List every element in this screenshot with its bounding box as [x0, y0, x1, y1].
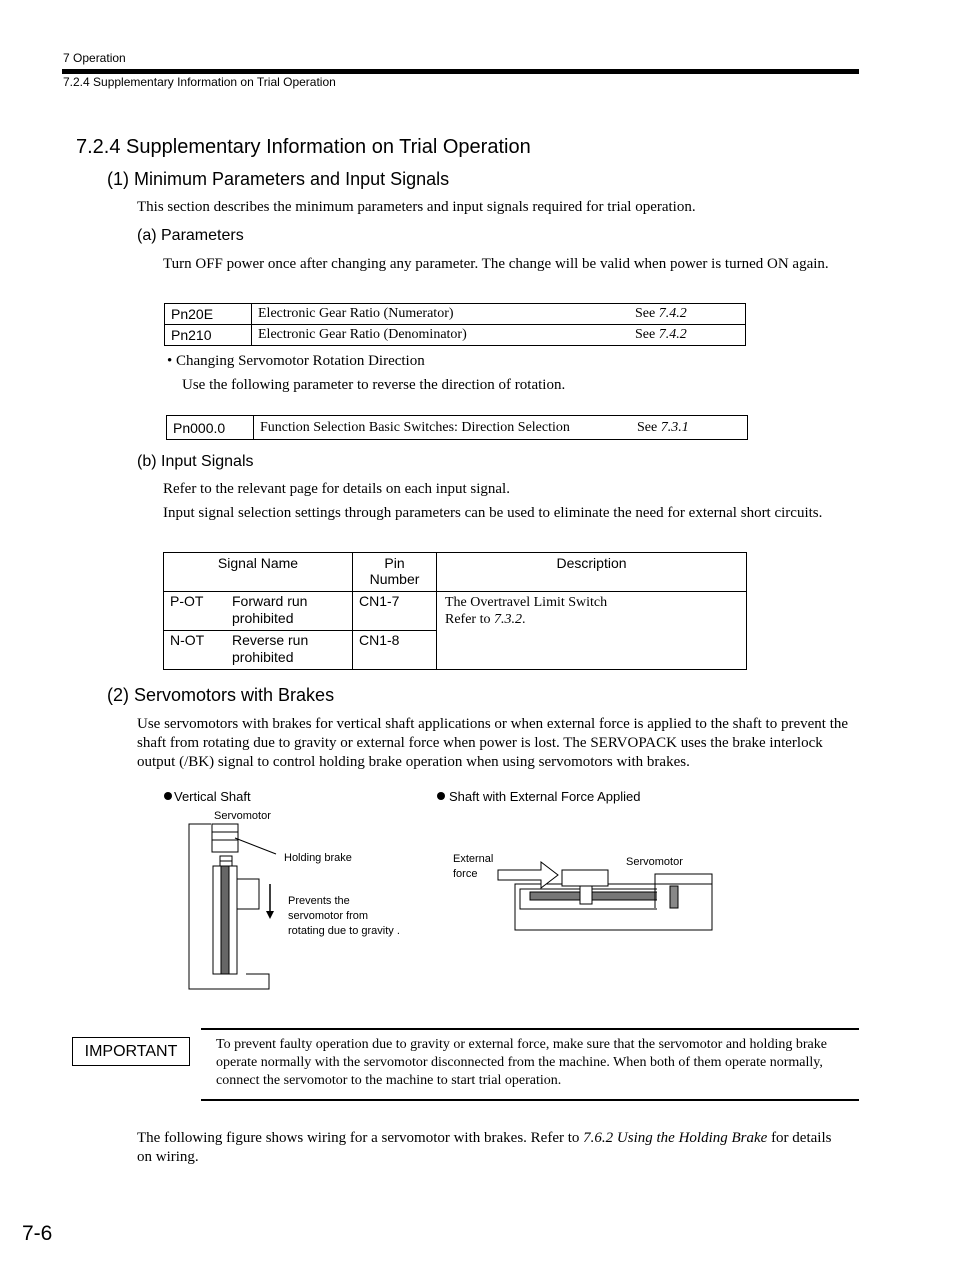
bullet-rotation-text: Use the following parameter to reverse the direction of rotation. — [182, 377, 566, 393]
signal-pin: CN1-8 — [353, 631, 437, 670]
section1-intro: This section describes the minimum parameters and input signals required for trial operation. — [137, 199, 696, 215]
col-description: Description — [437, 553, 747, 592]
param-code: Pn210 — [165, 325, 252, 346]
brake-diagram-svg — [160, 786, 760, 996]
direction-parameter-table — [166, 415, 748, 440]
signal-cell — [164, 631, 353, 670]
section2-heading: (2) Servomotors with Brakes — [107, 685, 335, 705]
vertical-servomotor-label: Servomotor — [214, 810, 271, 822]
table-row — [165, 325, 746, 346]
param-code: Pn000.0 — [167, 416, 254, 440]
input-signals-text1: Refer to the relevant page for details on each input signal. — [163, 481, 510, 497]
prevents-line1: Prevents the — [288, 895, 350, 907]
signal-code: P-OT — [170, 593, 204, 609]
param-desc: Electronic Gear Ratio (Denominator) — [252, 325, 630, 346]
signal-description — [437, 592, 747, 670]
col-pin-number: Pin Number — [353, 553, 437, 592]
parameters-heading: (a) Parameters — [137, 227, 244, 244]
running-header-chapter: 7 Operation — [63, 51, 126, 65]
external-servomotor-label: Servomotor — [626, 856, 683, 868]
signal-table — [163, 552, 747, 670]
parameters-text: Turn OFF power once after changing any parameter. The change will be valid when power is turned ON again. — [163, 256, 829, 272]
vertical-shaft-title: Vertical Shaft — [174, 789, 251, 804]
prevents-line3: rotating due to gravity . — [288, 925, 400, 937]
page-title: 7.2.4 Supplementary Information on Trial Operation — [76, 136, 531, 158]
param-desc: Function Selection Basic Switches: Direction Selection — [254, 416, 632, 440]
signal-pin: CN1-7 — [353, 592, 437, 631]
table-header-row — [164, 553, 747, 592]
col-signal-name: Signal Name — [164, 553, 353, 592]
signal-name: Forward run prohibited — [232, 593, 308, 626]
desc-ref: 7.3.2 — [493, 612, 522, 627]
input-signals-text2: Input signal selection settings through parameters can be used to eliminate the need for external short circuits. — [163, 505, 823, 521]
signal-code: N-OT — [170, 632, 205, 648]
param-see: See 7.4.2 — [629, 304, 746, 325]
table-row — [165, 304, 746, 325]
section1-heading: (1) Minimum Parameters and Input Signals — [107, 169, 450, 189]
bullet-rotation-direction: • Changing Servomotor Rotation Direction — [167, 353, 425, 369]
param-code: Pn20E — [165, 304, 252, 325]
important-top-rule — [201, 1028, 859, 1030]
bullet-dot — [164, 792, 172, 800]
param-desc: Electronic Gear Ratio (Numerator) — [252, 304, 630, 325]
external-force-title: Shaft with External Force Applied — [449, 789, 641, 804]
wiring-reference-link: 7.6.2 Using the Holding Brake — [583, 1130, 768, 1146]
param-see-ref: 7.4.2 — [658, 327, 687, 342]
param-see-ref: 7.3.1 — [660, 419, 689, 435]
important-label: IMPORTANT — [72, 1037, 190, 1066]
important-bottom-rule — [201, 1099, 859, 1101]
important-text: To prevent faulty operation due to gravity or external force, make sure that the servomotor and holding brake operate normally with the servomotor disconnected from the machine. When both of them operate normally, connect the servomotor to the machine to start trial operation. — [216, 1037, 827, 1088]
signal-cell — [164, 592, 353, 631]
desc-line1: The Overtravel Limit Switch — [445, 595, 608, 610]
desc-line2: Refer to 7.3.2. — [445, 612, 526, 627]
bullet-dot — [437, 792, 445, 800]
page-number: 7-6 — [22, 1222, 53, 1245]
input-signals-heading: (b) Input Signals — [137, 453, 254, 470]
param-see-ref: 7.4.2 — [658, 306, 687, 321]
wiring-reference-text: The following figure shows wiring for a servomotor with brakes. Refer to 7.6.2 Using the Holding Brake for details on wiring. — [137, 1130, 832, 1165]
signal-name: Reverse run prohibited — [232, 632, 309, 665]
external-force-line1: External — [453, 853, 494, 865]
running-header-section: 7.2.4 Supplementary Information on Trial Operation — [63, 75, 336, 89]
parameter-table — [164, 303, 746, 346]
section2-text: Use servomotors with brakes for vertical shaft applications or when external force is applied to the shaft to prevent the shaft from rotating due to gravity or external force when power is lost. The SERVOPACK uses the brake interlock output (/BK) signal to control holding brake operation when using servomotors with brakes. — [137, 716, 849, 770]
table-row — [164, 592, 747, 631]
table-row — [167, 416, 748, 440]
header-rule — [62, 69, 859, 74]
param-see: See 7.4.2 — [629, 325, 746, 346]
external-force-line2: force — [453, 868, 478, 880]
holding-brake-label: Holding brake — [284, 852, 352, 864]
param-see: See 7.3.1 — [631, 416, 748, 440]
brake-diagram — [160, 786, 760, 996]
prevents-line2: servomotor from — [288, 910, 369, 922]
